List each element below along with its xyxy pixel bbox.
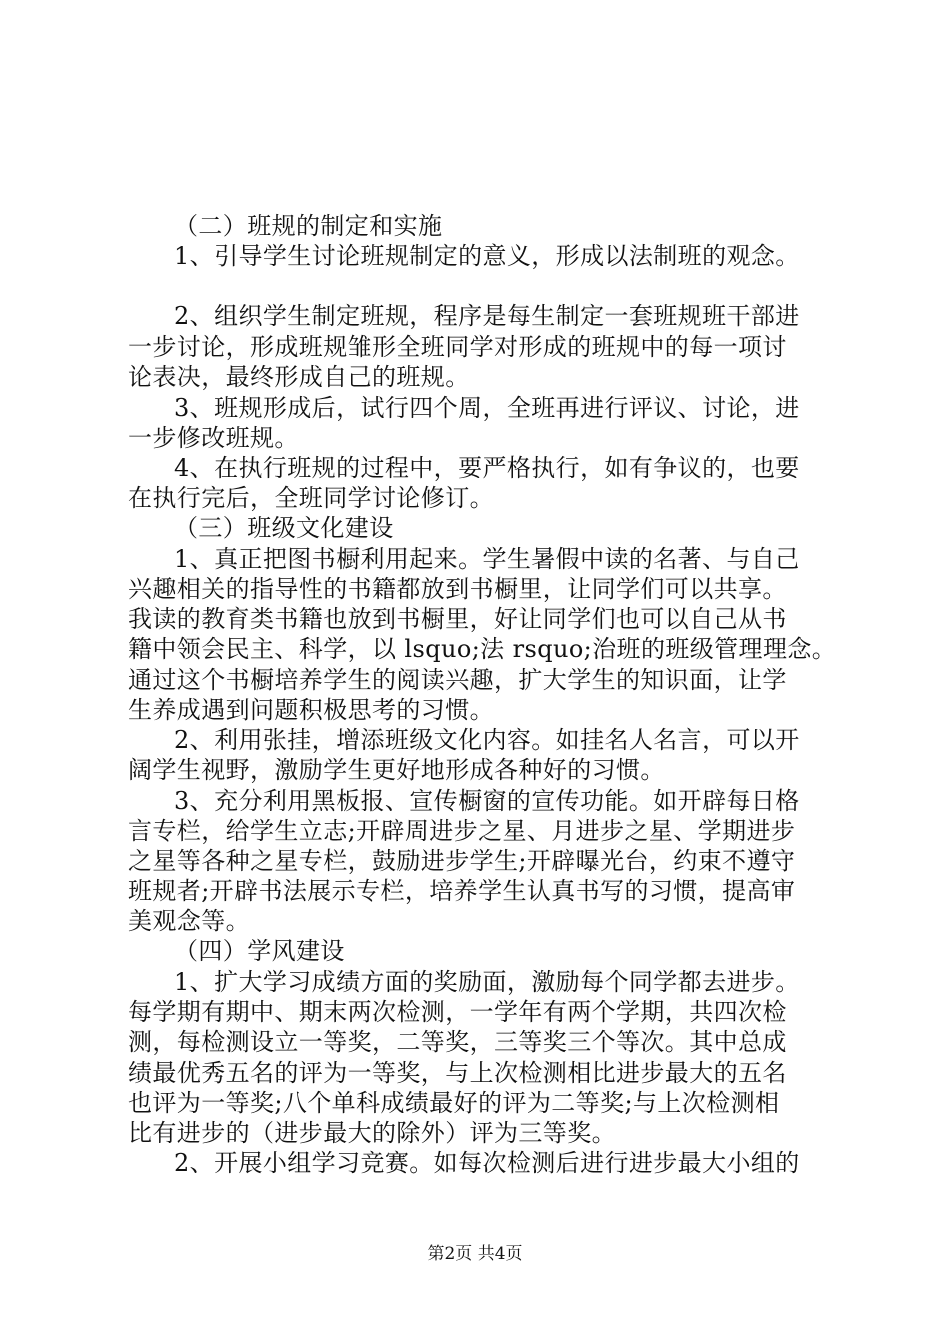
paragraph-line: 论表决，最终形成自己的班规。 [128, 363, 470, 391]
section-heading: （二）班规的制定和实施 [174, 212, 443, 240]
paragraph-line: 之星等各种之星专栏，鼓励进步学生;开辟曝光台，约束不遵守 [128, 847, 796, 875]
paragraph-line: 兴趣相关的指导性的书籍都放到书橱里，让同学们可以共享。 [128, 575, 787, 603]
paragraph-line: 在执行完后，全班同学讨论修订。 [128, 484, 494, 512]
paragraph-line: 测，每检测设立一等奖，二等奖，三等奖三个等次。其中总成 [128, 1028, 787, 1056]
paragraph-line: 2、组织学生制定班规，程序是每生制定一套班规班干部进 [174, 302, 800, 330]
paragraph-line: 比有进步的（进步最大的除外）评为三等奖。 [128, 1119, 616, 1147]
paragraph-line: 1、扩大学习成绩方面的奖励面，激励每个同学都去进步。 [174, 968, 800, 996]
section-heading: （四）学风建设 [174, 937, 345, 965]
paragraph-line: 每学期有期中、期末两次检测，一学年有两个学期，共四次检 [128, 998, 787, 1026]
paragraph-line: 我读的教育类书籍也放到书橱里，好让同学们也可以自己从书 [128, 605, 787, 633]
paragraph-line: 一步讨论，形成班规雏形全班同学对形成的班规中的每一项讨 [128, 333, 787, 361]
paragraph-line: 阔学生视野，激励学生更好地形成各种好的习惯。 [128, 756, 665, 784]
paragraph-line: 4、在执行班规的过程中，要严格执行，如有争议的，也要 [174, 454, 800, 482]
paragraph-line: 言专栏，给学生立志;开辟周进步之星、月进步之星、学期进步 [128, 817, 796, 845]
paragraph-line: 也评为一等奖;八个单科成绩最好的评为二等奖;与上次检测相 [128, 1089, 780, 1117]
page-footer: 第2页 共4页 [427, 1244, 523, 1264]
paragraph-line: 绩最优秀五名的评为一等奖，与上次检测相比进步最大的五名 [128, 1059, 787, 1087]
paragraph-line: 美观念等。 [128, 907, 250, 935]
paragraph-line: 2、利用张挂，增添班级文化内容。如挂名人名言，可以开 [174, 726, 800, 754]
paragraph-line: 3、充分利用黑板报、宣传橱窗的宣传功能。如开辟每日格 [174, 787, 800, 815]
paragraph-line: 2、开展小组学习竞赛。如每次检测后进行进步最大小组的 [174, 1149, 800, 1177]
paragraph-line: 班规者;开辟书法展示专栏，培养学生认真书写的习惯，提高审 [128, 877, 796, 905]
section-heading: （三）班级文化建设 [174, 514, 394, 542]
paragraph-line: 一步修改班规。 [128, 424, 299, 452]
paragraph-line: 3、班规形成后，试行四个周，全班再进行评议、讨论，进 [174, 394, 800, 422]
paragraph-line: 1、真正把图书橱利用起来。学生暑假中读的名著、与自己 [174, 545, 800, 573]
paragraph-line: 1、引导学生讨论班规制定的意义，形成以法制班的观念。 [174, 242, 800, 270]
paragraph-line: 籍中领会民主、科学，以 lsquo;法 rsquo;治班的班级管理理念。 [128, 635, 837, 663]
paragraph-line: 通过这个书橱培养学生的阅读兴趣，扩大学生的知识面，让学 [128, 666, 787, 694]
paragraph-line: 生养成遇到问题积极思考的习惯。 [128, 696, 494, 724]
